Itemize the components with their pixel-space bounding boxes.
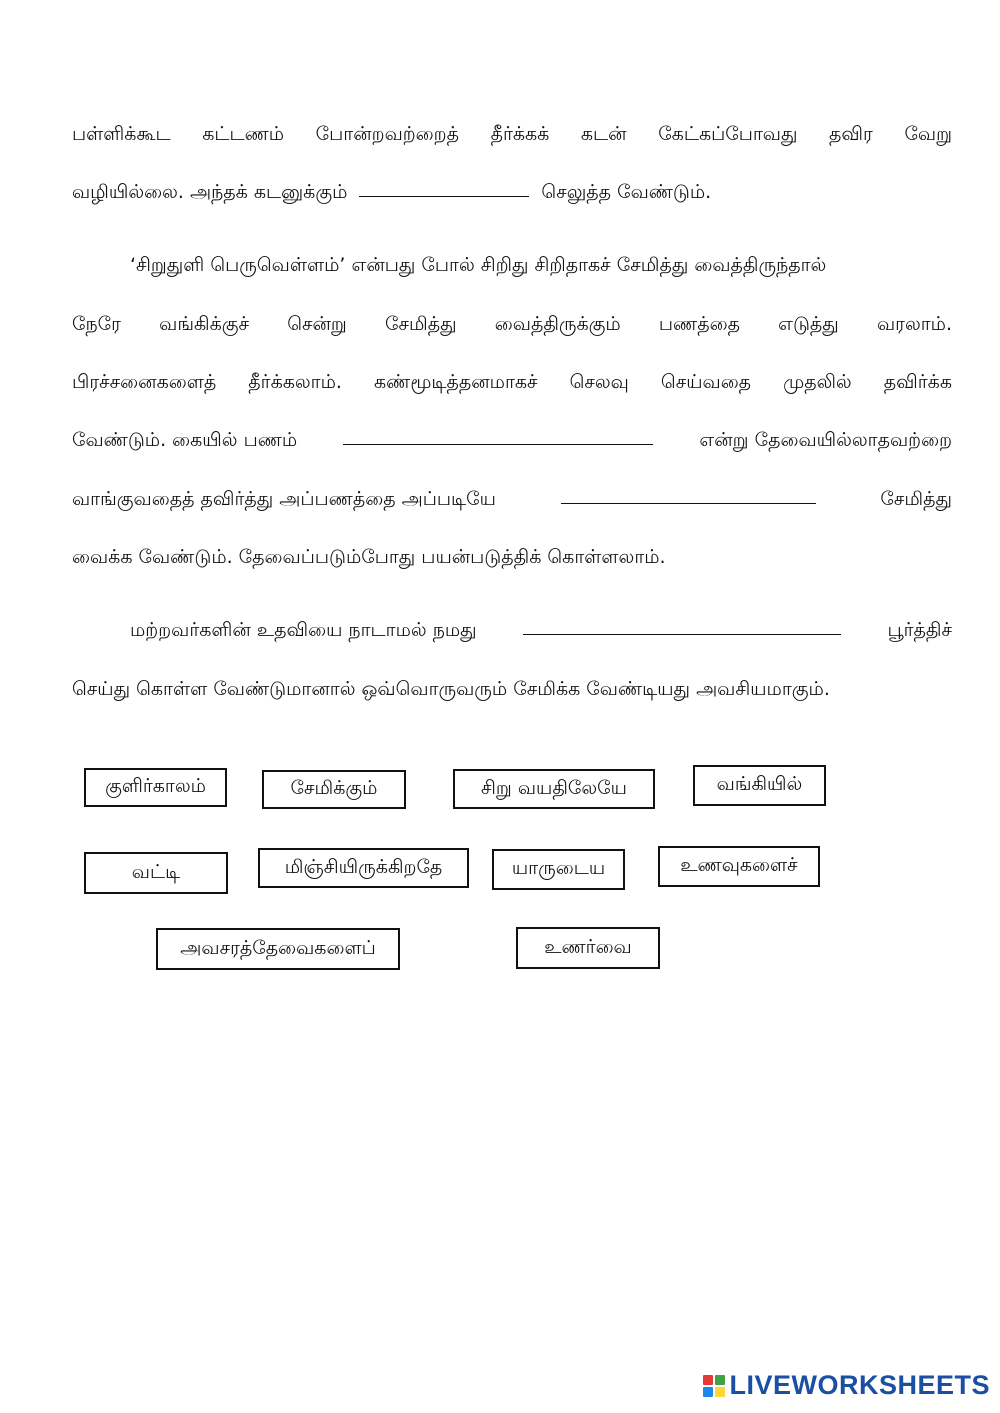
word: கண்மூடித்தனமாகச் <box>373 371 538 393</box>
word: வரலாம். <box>876 313 952 335</box>
p2-line5 <box>72 487 952 511</box>
logo-square <box>715 1375 725 1385</box>
word: பணத்தை <box>658 313 740 335</box>
p1-line1 <box>72 122 952 146</box>
word: பிரச்சனைகளைத் <box>72 371 217 393</box>
p3-line1 <box>130 618 952 642</box>
p2-line6 <box>72 545 952 569</box>
text-before-blank: மற்றவர்களின் உதவியை நாடாமல் நமது <box>130 619 477 641</box>
word-option[interactable]: சேமிக்கும் <box>262 770 406 809</box>
logo-icon <box>703 1375 725 1397</box>
text: ‘சிறுதுளி பெருவெள்ளம்’ என்பது போல் சிறிது சிறிதாகச் சேமித்து வைத்திருந்தால் <box>130 254 827 276</box>
word: வைத்திருக்கும் <box>494 313 621 335</box>
liveworksheets-logo <box>703 1370 990 1401</box>
text-after-blank: என்று தேவையில்லாதவற்றை <box>699 429 952 451</box>
p2-line3 <box>72 370 952 394</box>
text-after-blank: பூர்த்திச் <box>887 619 952 641</box>
word: கட்டணம் <box>202 123 285 145</box>
text-after-blank: செலுத்த வேண்டும். <box>541 181 712 203</box>
word-option[interactable]: வங்கியில் <box>693 765 826 806</box>
word-option[interactable]: உணவுகளைச் <box>658 846 820 887</box>
word-option[interactable]: வட்டி <box>84 852 228 894</box>
word: தவிர <box>829 123 873 145</box>
text: வைக்க வேண்டும். தேவைப்படும்போது பயன்படுத்திக் கொள்ளலாம். <box>72 546 666 568</box>
word: செய்வதை <box>660 371 752 393</box>
word: செலவு <box>569 371 629 393</box>
p2-line1 <box>130 253 952 277</box>
text-before-blank: வேண்டும். கையில் பணம் <box>72 429 298 451</box>
word-option[interactable]: யாருடைய <box>492 849 625 890</box>
p2-line2 <box>72 312 952 336</box>
text-before-blank: வாங்குவதைத் தவிர்த்து அப்பணத்தை அப்படியே <box>72 488 496 510</box>
logo-text: LIVEWORKSHEETS <box>729 1370 990 1400</box>
word-option[interactable]: மிஞ்சியிருக்கிறதே <box>258 848 469 888</box>
p2-line4 <box>72 428 952 452</box>
word: முதலில் <box>783 371 852 393</box>
answer-blank-2[interactable] <box>343 428 653 445</box>
word: எடுத்து <box>778 313 839 335</box>
word-option[interactable]: அவசரத்தேவைகளைப் <box>156 928 400 970</box>
answer-blank-4[interactable] <box>523 618 841 635</box>
logo-square <box>715 1387 725 1397</box>
answer-blank-1[interactable] <box>359 180 529 197</box>
word: சேமித்து <box>385 313 457 335</box>
word: சென்று <box>287 313 347 335</box>
word-option[interactable]: சிறு வயதிலேயே <box>453 769 655 809</box>
text: செய்து கொள்ள வேண்டுமானால் ஒவ்வொருவரும் சேமிக்க வேண்டியது அவசியமாகும். <box>72 678 830 700</box>
word: தவிர்க்க <box>883 371 952 393</box>
logo-square <box>703 1375 713 1385</box>
text-before-blank: வழியில்லை. அந்தக் கடனுக்கும் <box>72 181 348 203</box>
p3-line2 <box>72 677 952 701</box>
word: வங்கிக்குச் <box>159 313 250 335</box>
word: தீர்க்கக் <box>490 123 550 145</box>
logo-square <box>703 1387 713 1397</box>
answer-blank-3[interactable] <box>561 487 816 504</box>
word: பள்ளிக்கூட <box>72 123 171 145</box>
text-after-blank: சேமித்து <box>880 488 952 510</box>
word: நேரே <box>72 313 121 335</box>
word: வேறு <box>904 123 952 145</box>
word: கேட்கப்போவது <box>658 123 798 145</box>
word-option[interactable]: உணர்வை <box>516 927 660 969</box>
word: தீர்க்கலாம். <box>248 371 342 393</box>
word-option[interactable]: குளிர்காலம் <box>84 768 227 807</box>
word: போன்றவற்றைத் <box>315 123 459 145</box>
word: கடன் <box>580 123 627 145</box>
p1-line2 <box>72 180 952 204</box>
